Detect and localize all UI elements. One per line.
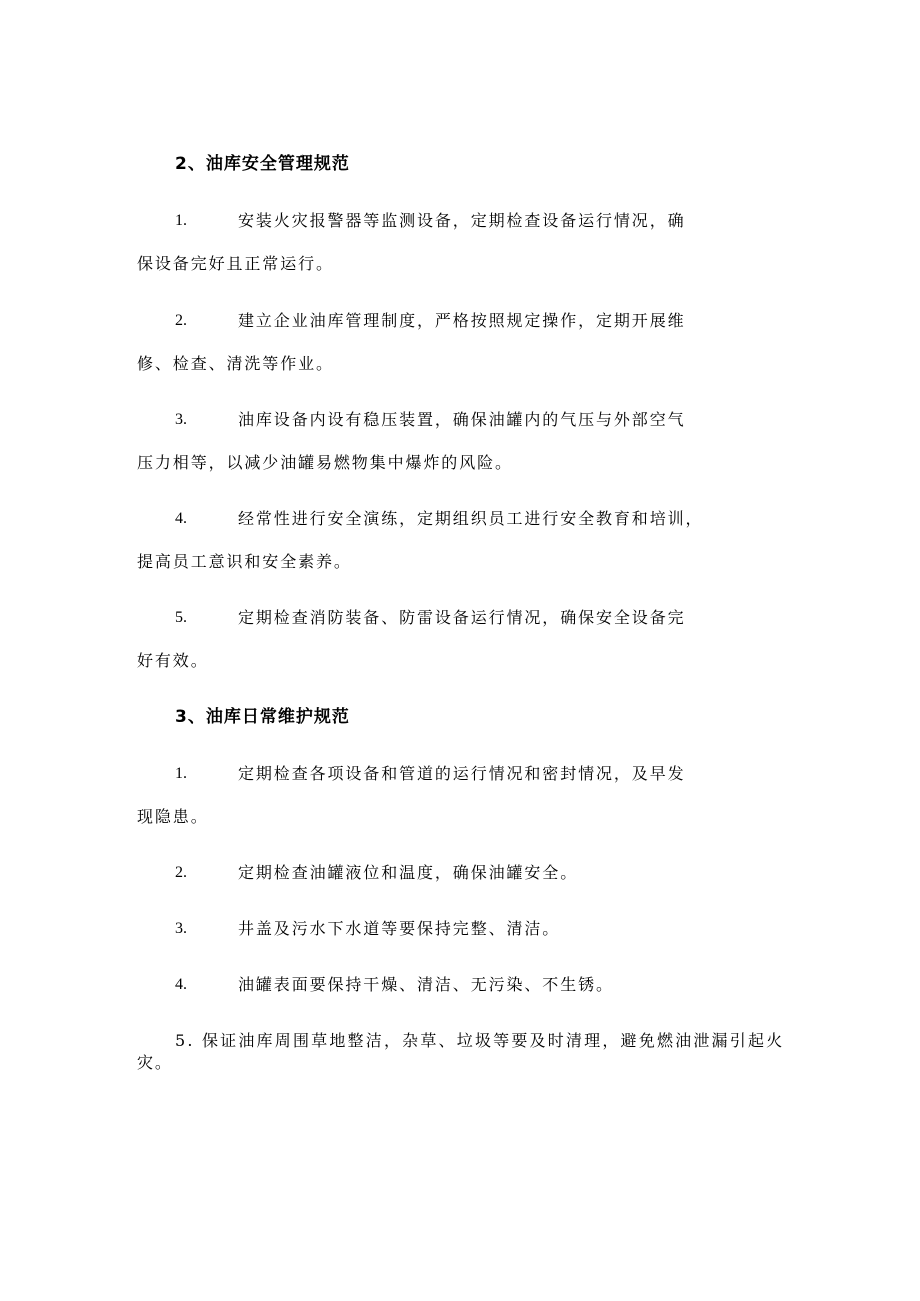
s2-item-1-text: 安装火灾报警器等监测设备，定期检查设备运行情况，确 xyxy=(238,211,686,230)
s2-item-4-number: 4. xyxy=(175,510,187,527)
s3-item-3-text: 井盖及污水下水道等要保持完整、清洁。 xyxy=(238,919,561,938)
s2-item-5-number: 5. xyxy=(175,609,187,626)
s2-item-3-text: 油库设备内设有稳压装置，确保油罐内的气压与外部空气 xyxy=(238,410,686,429)
s2-item-4-text: 经常性进行安全演练，定期组织员工进行安全教育和培训， xyxy=(238,509,704,528)
s3-item-3-number: 3. xyxy=(175,920,187,937)
s3-item-4-text: 油罐表面要保持干燥、清洁、无污染、不生锈。 xyxy=(238,975,614,994)
s2-item-1-number: 1. xyxy=(175,212,187,229)
s3-item-2-text: 定期检查油罐液位和温度，确保油罐安全。 xyxy=(238,863,579,882)
s2-item-5-text-cont: 好有效。 xyxy=(137,651,209,670)
s2-item-2-text-cont: 修、检查、清洗等作业。 xyxy=(137,354,334,373)
section-2-heading: 2、油库安全管理规范 xyxy=(175,154,350,174)
s2-item-3-number: 3. xyxy=(175,411,187,428)
s2-item-2-text: 建立企业油库管理制度，严格按照规定操作，定期开展维 xyxy=(238,311,686,330)
s3-item-2-number: 2. xyxy=(175,864,187,881)
section-3-heading: 3、油库日常维护规范 xyxy=(175,707,350,727)
s3-item-1-text-cont: 现隐患。 xyxy=(137,807,209,826)
s2-item-4-text-cont: 提高员工意识和安全素养。 xyxy=(137,552,352,571)
s3-item-5-text: 5. 保证油库周围草地整洁，杂草、垃圾等要及时清理，避免燃油泄漏引起火 xyxy=(175,1031,785,1050)
s2-item-3-text-cont: 压力相等，以减少油罐易燃物集中爆炸的风险。 xyxy=(137,453,513,472)
s3-item-1-text: 定期检查各项设备和管道的运行情况和密封情况，及早发 xyxy=(238,764,686,783)
s2-item-5-text: 定期检查消防装备、防雷设备运行情况，确保安全设备完 xyxy=(238,608,686,627)
s3-item-4-number: 4. xyxy=(175,976,187,993)
s3-item-5-text-cont: 灾。 xyxy=(137,1053,173,1072)
s3-item-1-number: 1. xyxy=(175,765,187,782)
s2-item-1-text-cont: 保设备完好且正常运行。 xyxy=(137,254,334,273)
s2-item-2-number: 2. xyxy=(175,312,187,329)
